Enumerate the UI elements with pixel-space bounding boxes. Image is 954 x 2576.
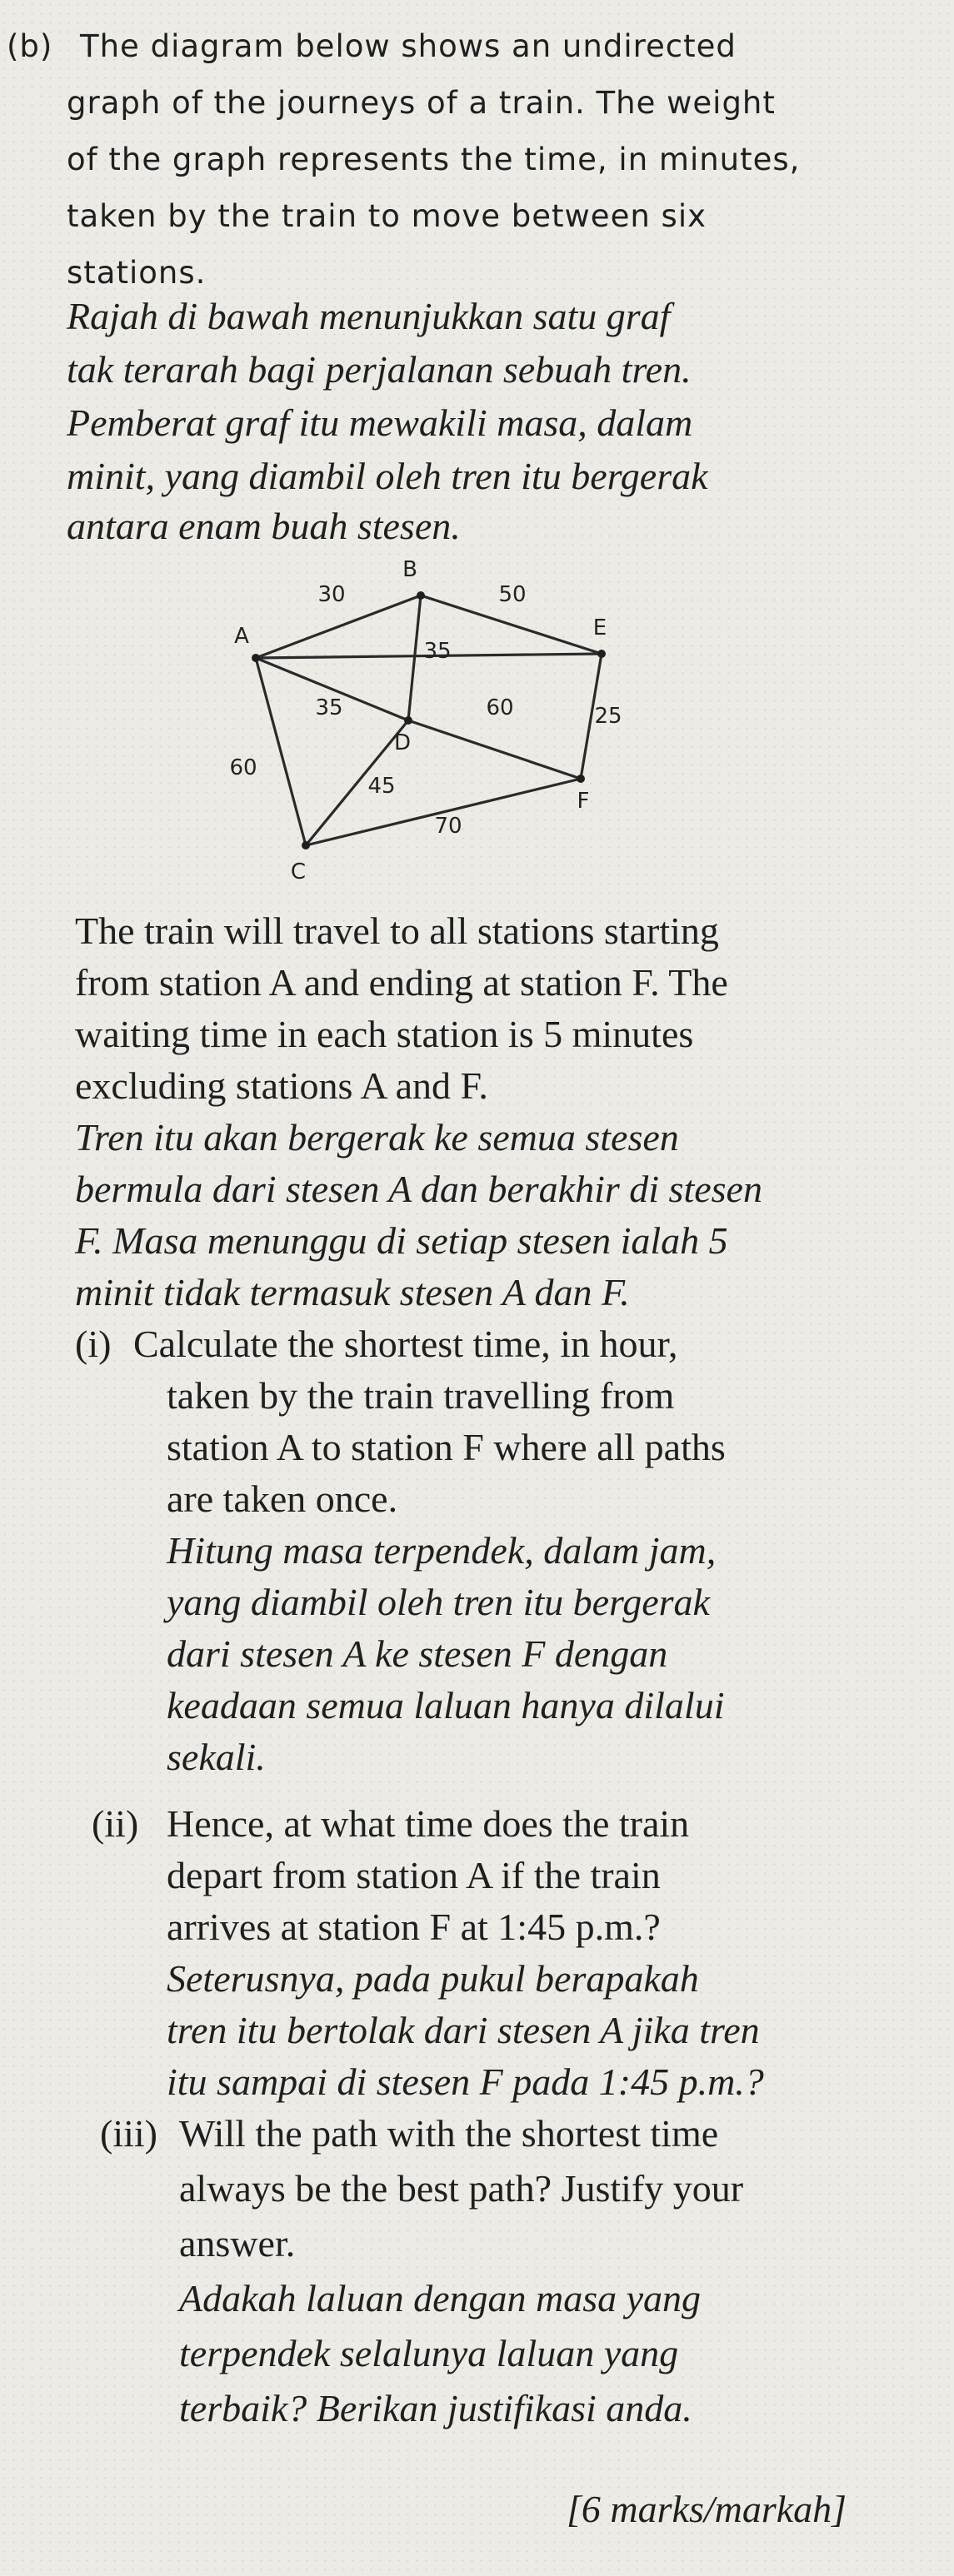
q1-en-line: taken by the train travelling from	[167, 1374, 675, 1417]
intro-ms-line: minit tidak termasuk stesen A dan F.	[75, 1271, 630, 1313]
part-b-ms-line: Rajah di bawah menunjukkan satu graf	[67, 295, 671, 337]
node-A	[252, 654, 260, 662]
edge-weight-A-D: 35	[315, 695, 343, 720]
node-F	[577, 775, 585, 783]
q1-ms-line: yang diambil oleh tren itu bergerak	[167, 1581, 710, 1623]
marks-label: [6 marks/markah]	[567, 2488, 847, 2530]
q1-ms-line: sekali.	[167, 1736, 266, 1778]
q3-en-line: always be the best path? Justify your	[179, 2167, 744, 2210]
part-b-en-line: taken by the train to move between six	[67, 198, 707, 234]
q2-ms-line: itu sampai di stesen F pada 1:45 p.m.?	[167, 2060, 764, 2103]
q2-ms-line: Seterusnya, pada pukul berapakah	[167, 1957, 699, 2000]
q1-ms-line: dari stesen A ke stesen F dengan	[167, 1632, 668, 1675]
q3-en-line: answer.	[179, 2222, 296, 2265]
intro-en-line: The train will travel to all stations starting	[75, 909, 719, 952]
part-b-en-line: of the graph represents the time, in minutes,	[67, 142, 801, 177]
intro-en-line: excluding stations A and F.	[75, 1064, 488, 1107]
node-label-C: C	[290, 859, 307, 884]
intro-ms-line: F. Masa menunggu di setiap stesen ialah 5	[75, 1219, 728, 1262]
q3-en-line: Will the path with the shortest time	[179, 2112, 719, 2155]
q2-ms-line: tren itu bertolak dari stesen A jika tren	[167, 2009, 760, 2051]
edge-A-C	[256, 658, 306, 845]
q1-en-line: are taken once.	[167, 1477, 398, 1520]
q3-ms-line: terpendek selalunya laluan yang	[179, 2332, 679, 2374]
q2-en-line: Hence, at what time does the train	[167, 1802, 690, 1845]
part-b-en-line: graph of the journeys of a train. The weight	[67, 85, 776, 121]
part-b-label: (b)	[7, 28, 53, 64]
q1-label: (i)	[75, 1323, 112, 1365]
q1-ms-line: Hitung masa terpendek, dalam jam,	[167, 1529, 717, 1572]
intro-ms-line: bermula dari stesen A dan berakhir di stesen	[75, 1168, 762, 1210]
edge-weight-A-C: 60	[229, 755, 257, 780]
q3-ms-line: terbaik? Berikan justifikasi anda.	[179, 2387, 692, 2429]
q3-label: (iii)	[100, 2112, 157, 2155]
node-E	[597, 650, 606, 658]
intro-ms-line: Tren itu akan bergerak ke semua stesen	[75, 1116, 679, 1158]
train-station-graph	[200, 533, 667, 899]
q2-label: (ii)	[92, 1802, 139, 1845]
q1-en-line: Calculate the shortest time, in hour,	[133, 1323, 678, 1365]
edge-weight-B-E: 50	[498, 582, 527, 607]
q1-ms-line: keadaan semua laluan hanya dilalui	[167, 1684, 725, 1726]
edge-weight-A-B: 30	[317, 582, 346, 607]
edge-weight-A-E: 35	[423, 639, 452, 664]
node-label-F: F	[577, 789, 590, 814]
part-b-en-line: stations.	[67, 255, 207, 291]
q2-en-line: depart from station A if the train	[167, 1854, 661, 1896]
intro-en-line: waiting time in each station is 5 minutes	[75, 1013, 694, 1055]
edge-B-D	[408, 595, 421, 720]
edge-weight-C-F: 70	[434, 814, 462, 839]
node-label-D: D	[393, 730, 412, 755]
part-b-ms-line: antara enam buah stesen.	[67, 505, 461, 547]
node-D	[404, 716, 412, 725]
part-b-ms-line: Pemberat graf itu mewakili masa, dalam	[67, 401, 693, 444]
edge-weight-E-F: 25	[594, 704, 622, 729]
part-b-ms-line: minit, yang diambil oleh tren itu bergerak	[67, 455, 708, 497]
node-label-E: E	[592, 615, 607, 640]
edge-weight-C-D: 45	[367, 774, 396, 799]
part-b-en-line: The diagram below shows an undirected	[80, 28, 737, 64]
part-b-ms-line: tak terarah bagi perjalanan sebuah tren.	[67, 348, 692, 391]
node-C	[302, 841, 310, 850]
edge-D-F	[408, 720, 581, 779]
node-label-B: B	[402, 557, 417, 582]
edge-weight-B-D: 60	[486, 695, 514, 720]
q2-en-line: arrives at station F at 1:45 p.m.?	[167, 1906, 661, 1948]
intro-en-line: from station A and ending at station F. The	[75, 961, 728, 1004]
node-B	[417, 591, 425, 600]
q3-ms-line: Adakah laluan dengan masa yang	[179, 2277, 702, 2319]
q1-en-line: station A to station F where all paths	[167, 1426, 726, 1468]
node-label-A: A	[234, 624, 249, 649]
